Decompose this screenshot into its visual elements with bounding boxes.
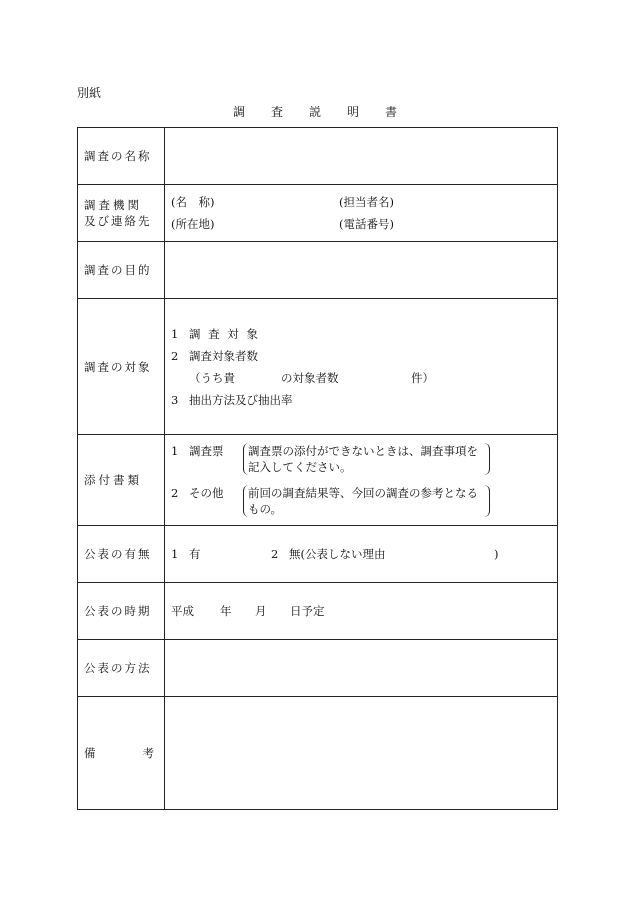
row-attachments (78, 435, 558, 526)
label-attachments: 添付書類 (78, 435, 165, 526)
target-item3-num: 3 (171, 392, 179, 407)
attachment-item1 (171, 443, 557, 475)
attachment-item1-num: 1 (171, 444, 179, 458)
field-survey-name[interactable] (165, 128, 558, 185)
field-method[interactable] (165, 640, 558, 697)
label-remarks-left: 備 (84, 746, 96, 760)
label-timing: 公表の時期 (78, 583, 165, 640)
label-publication: 公表の有無 (78, 526, 165, 583)
target-item3 (171, 389, 557, 411)
publication-opt1-num: 1 (171, 547, 179, 561)
target-sub-c: 件） (411, 370, 434, 385)
timing-year: 年 (220, 604, 232, 618)
title-char: 明 (347, 105, 360, 119)
target-item1 (171, 323, 557, 345)
publication-opt2-close: ) (494, 547, 499, 561)
row-publication (78, 526, 558, 583)
label-remarks-right: 考 (142, 746, 154, 760)
field-attachments[interactable] (165, 435, 558, 526)
target-item3-text: 抽出方法及び抽出率 (189, 392, 293, 407)
target-sub-b: の対象者数 (281, 370, 339, 385)
row-survey-name (78, 128, 558, 185)
attachment-item2-label (171, 485, 243, 502)
title-char: 調 (232, 105, 245, 119)
label-remarks-spread (84, 745, 160, 761)
attachment-item1-text: 調査票 (189, 444, 224, 458)
label-agency-line2: 及び連絡先 (84, 214, 152, 228)
field-agency[interactable] (165, 185, 558, 242)
label-remarks (78, 697, 165, 810)
label-method: 公表の方法 (78, 640, 165, 697)
row-timing (78, 583, 558, 640)
target-item1-num: 1 (171, 326, 179, 341)
attachment-item1-note: 調査票の添付ができないときは、調査事項を記入してください。 (243, 443, 490, 475)
agency-line2 (171, 213, 557, 235)
title-char: 書 (385, 105, 398, 119)
timing-day: 日予定 (290, 604, 325, 618)
row-remarks (78, 697, 558, 810)
row-purpose (78, 242, 558, 299)
attachment-item2-num: 2 (171, 486, 179, 500)
field-remarks[interactable] (165, 697, 558, 810)
label-agency-line1: 調査機関 (84, 198, 142, 212)
field-target[interactable] (165, 299, 558, 435)
attachment-label: 別紙 (77, 86, 102, 100)
target-item2 (171, 345, 557, 367)
label-purpose: 調査の目的 (78, 242, 165, 299)
label-survey-name: 調査の名称 (78, 128, 165, 185)
attachment-item2 (171, 485, 557, 517)
publication-opt2-text: 無(公表しない理由 (289, 547, 386, 561)
attachment-item2-note: 前回の調査結果等、今回の調査の参考となるもの。 (243, 485, 490, 517)
target-item2-sub (171, 367, 557, 389)
attachment-item2-text: その他 (189, 486, 224, 500)
timing-month: 月 (255, 604, 267, 618)
survey-form-table (77, 127, 558, 810)
document-title (0, 103, 630, 120)
target-sub-a: （うち貴 (189, 370, 235, 385)
agency-name-label: (名 称) (171, 195, 215, 209)
target-item2-text: 調査対象者数 (189, 348, 258, 363)
title-char: 説 (308, 105, 321, 119)
agency-address-label: (所在地) (171, 217, 215, 231)
target-item2-num: 2 (171, 348, 179, 363)
label-agency (78, 185, 165, 242)
row-agency (78, 185, 558, 242)
field-publication[interactable] (165, 526, 558, 583)
attachment-item1-label (171, 443, 243, 460)
field-timing[interactable] (165, 583, 558, 640)
label-target: 調査の対象 (78, 299, 165, 435)
publication-opt1-text: 有 (189, 547, 201, 561)
field-purpose[interactable] (165, 242, 558, 299)
publication-opt2-num: 2 (271, 547, 279, 561)
timing-era: 平成 (171, 604, 194, 618)
agency-line1 (171, 191, 557, 213)
row-method (78, 640, 558, 697)
target-item1-text: 調 査 対 象 (189, 326, 260, 341)
row-target (78, 299, 558, 435)
agency-person-label: (担当者名) (339, 195, 394, 209)
title-char: 査 (270, 105, 283, 119)
agency-phone-label: (電話番号) (339, 217, 394, 231)
